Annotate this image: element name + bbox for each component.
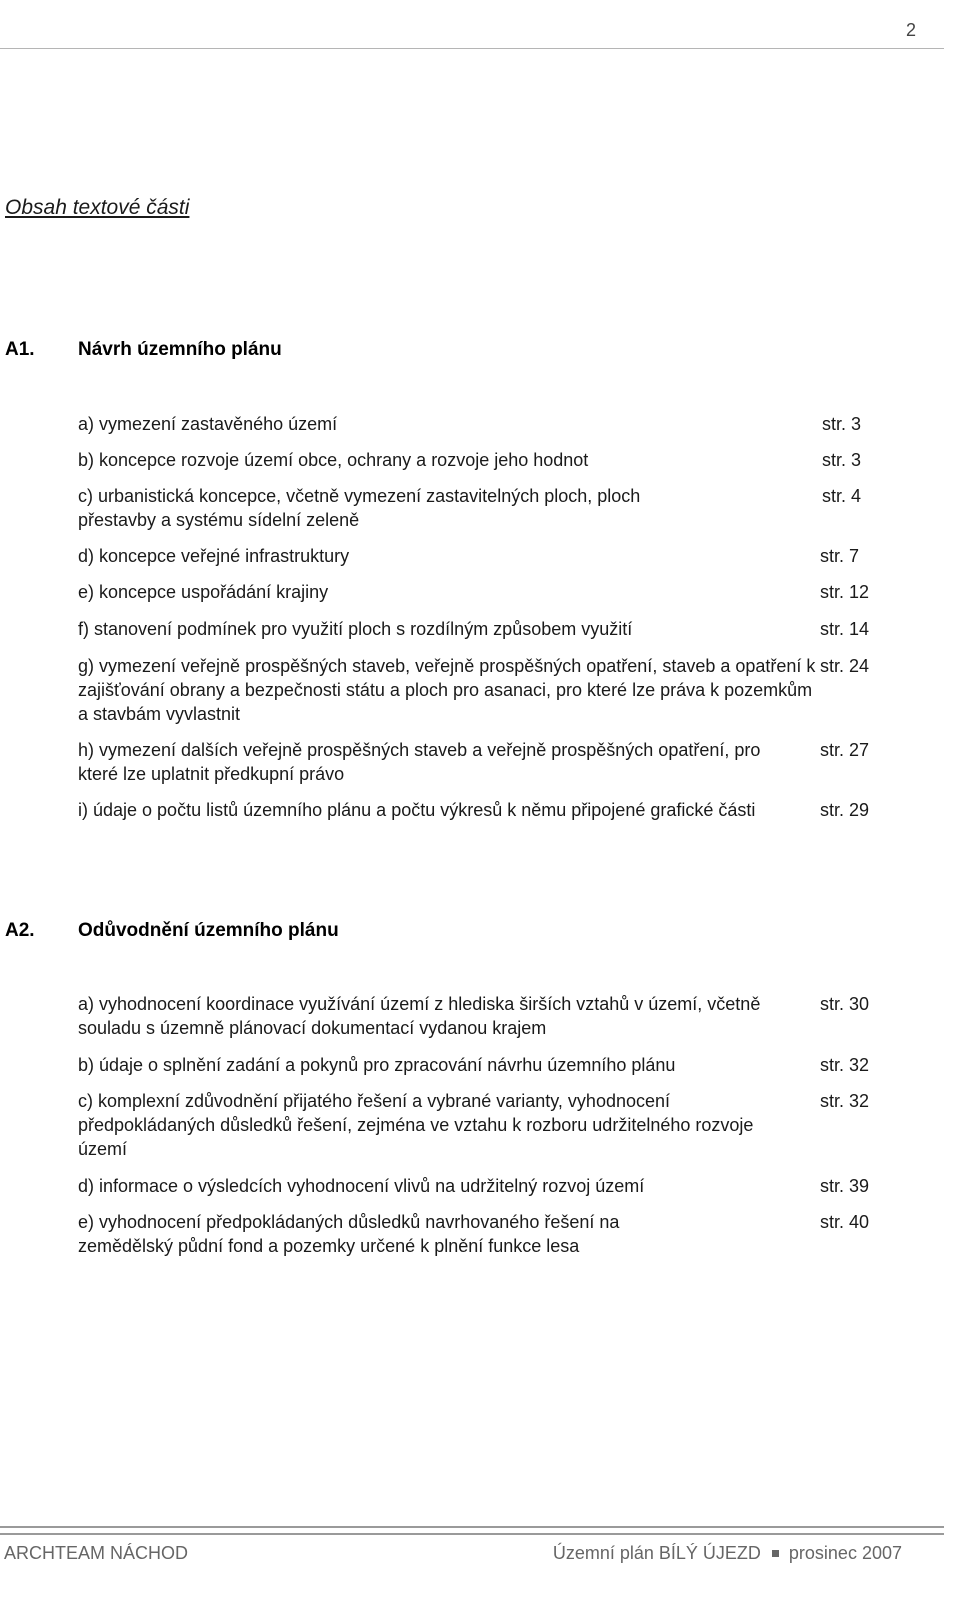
page-number: 2 — [905, 20, 916, 40]
toc-entry-text: g) vymezení veřejně prospěšných staveb, veřejně prospěšných opatření, staveb a opatření k zajišťování obrany a bezpečnosti státu a ploch pro asanaci, pro které lze práva k pozemkům a stavbám vyvlastnit — [78, 656, 816, 724]
toc-entry — [78, 412, 918, 436]
toc-entry — [78, 654, 918, 726]
toc-entry — [78, 1089, 918, 1161]
square-bullet-icon — [772, 1550, 779, 1557]
toc-entry-text: e) vyhodnocení předpokládaných důsledků navrhovaného řešení na zemědělský půdní fond a pozemky určené k plnění funkce lesa — [78, 1212, 620, 1256]
toc-entry-text: a) vymezení zastavěného území — [78, 414, 338, 434]
toc-entry-page: str. 12 — [820, 582, 870, 602]
footer-divider — [0, 1526, 944, 1535]
toc-entry-page: str. 40 — [820, 1212, 870, 1232]
toc-entry — [78, 1210, 918, 1258]
toc-entry-page: str. 32 — [820, 1055, 870, 1075]
toc-entry-text: h) vymezení dalších veřejně prospěšných staveb a veřejně prospěšných opatření, pro které lze uplatnit předkupní právo — [78, 740, 761, 784]
toc-entry-page: str. 32 — [820, 1091, 870, 1111]
toc-entry — [78, 992, 918, 1040]
section-heading-a1 — [5, 339, 282, 361]
toc-entry-text: c) urbanistická koncepce, včetně vymezení zastavitelných ploch, ploch přestavby a systému sídelní zeleně — [78, 486, 641, 530]
toc-entry — [78, 617, 918, 641]
section-number: A2. — [5, 920, 35, 941]
section-title: Odůvodnění územního plánu — [78, 920, 339, 941]
toc-title: Obsah textové části — [5, 196, 190, 219]
toc-entry-page: str. 14 — [820, 619, 870, 639]
toc-entry — [78, 738, 918, 786]
toc-entry-page: str. 3 — [822, 414, 862, 434]
toc-entry-page: str. 4 — [822, 486, 862, 506]
toc-entry — [78, 1174, 918, 1198]
toc-entry — [78, 580, 918, 604]
footer-document-info — [553, 1543, 902, 1564]
toc-entry-text: f) stanovení podmínek pro využití ploch s rozdílným způsobem využití — [78, 619, 633, 639]
toc-entry-page: str. 24 — [820, 656, 870, 676]
footer-document-title: Územní plán BÍLÝ ÚJEZD — [552, 1543, 761, 1563]
toc-entry-text: b) koncepce rozvoje území obce, ochrany a rozvoje jeho hodnot — [78, 450, 589, 470]
footer-company: ARCHTEAM NÁCHOD — [4, 1543, 189, 1563]
toc-entry-page: str. 29 — [820, 800, 870, 820]
toc-entry-text: i) údaje o počtu listů územního plánu a počtu výkresů k němu připojené grafické části — [78, 800, 756, 820]
toc-entry — [78, 798, 918, 822]
toc-entry — [78, 448, 918, 472]
section-title: Návrh územního plánu — [78, 339, 282, 360]
toc-entry-text: d) informace o výsledcích vyhodnocení vlivů na udržitelný rozvoj území — [78, 1176, 645, 1196]
toc-entry-text: a) vyhodnocení koordinace využívání území z hlediska širších vztahů v území, včetně souladu s územně plánovací dokumentací vydanou krajem — [78, 994, 761, 1038]
toc-entry-page: str. 39 — [820, 1176, 870, 1196]
toc-entry-page: str. 7 — [820, 546, 860, 566]
toc-entry-page: str. 3 — [822, 450, 862, 470]
toc-entry-text: c) komplexní zdůvodnění přijatého řešení a vybrané varianty, vyhodnocení předpokládaných důsledků řešení, zejména ve vztahu k rozboru udržitelného rozvoje území — [78, 1091, 754, 1159]
toc-entry — [78, 544, 918, 568]
toc-entry-page: str. 30 — [820, 994, 870, 1014]
section-number: A1. — [5, 339, 35, 360]
toc-entry — [78, 1053, 918, 1077]
section-heading-a2 — [5, 920, 339, 942]
toc-entry-page: str. 27 — [820, 740, 870, 760]
toc-entry-text: b) údaje o splnění zadání a pokynů pro zpracování návrhu územního plánu — [78, 1055, 676, 1075]
toc-entry-text: d) koncepce veřejné infrastruktury — [78, 546, 350, 566]
toc-entry — [78, 484, 918, 532]
toc-entry-text: e) koncepce uspořádání krajiny — [78, 582, 329, 602]
header-divider — [0, 48, 944, 49]
footer-date: prosinec 2007 — [788, 1543, 902, 1563]
